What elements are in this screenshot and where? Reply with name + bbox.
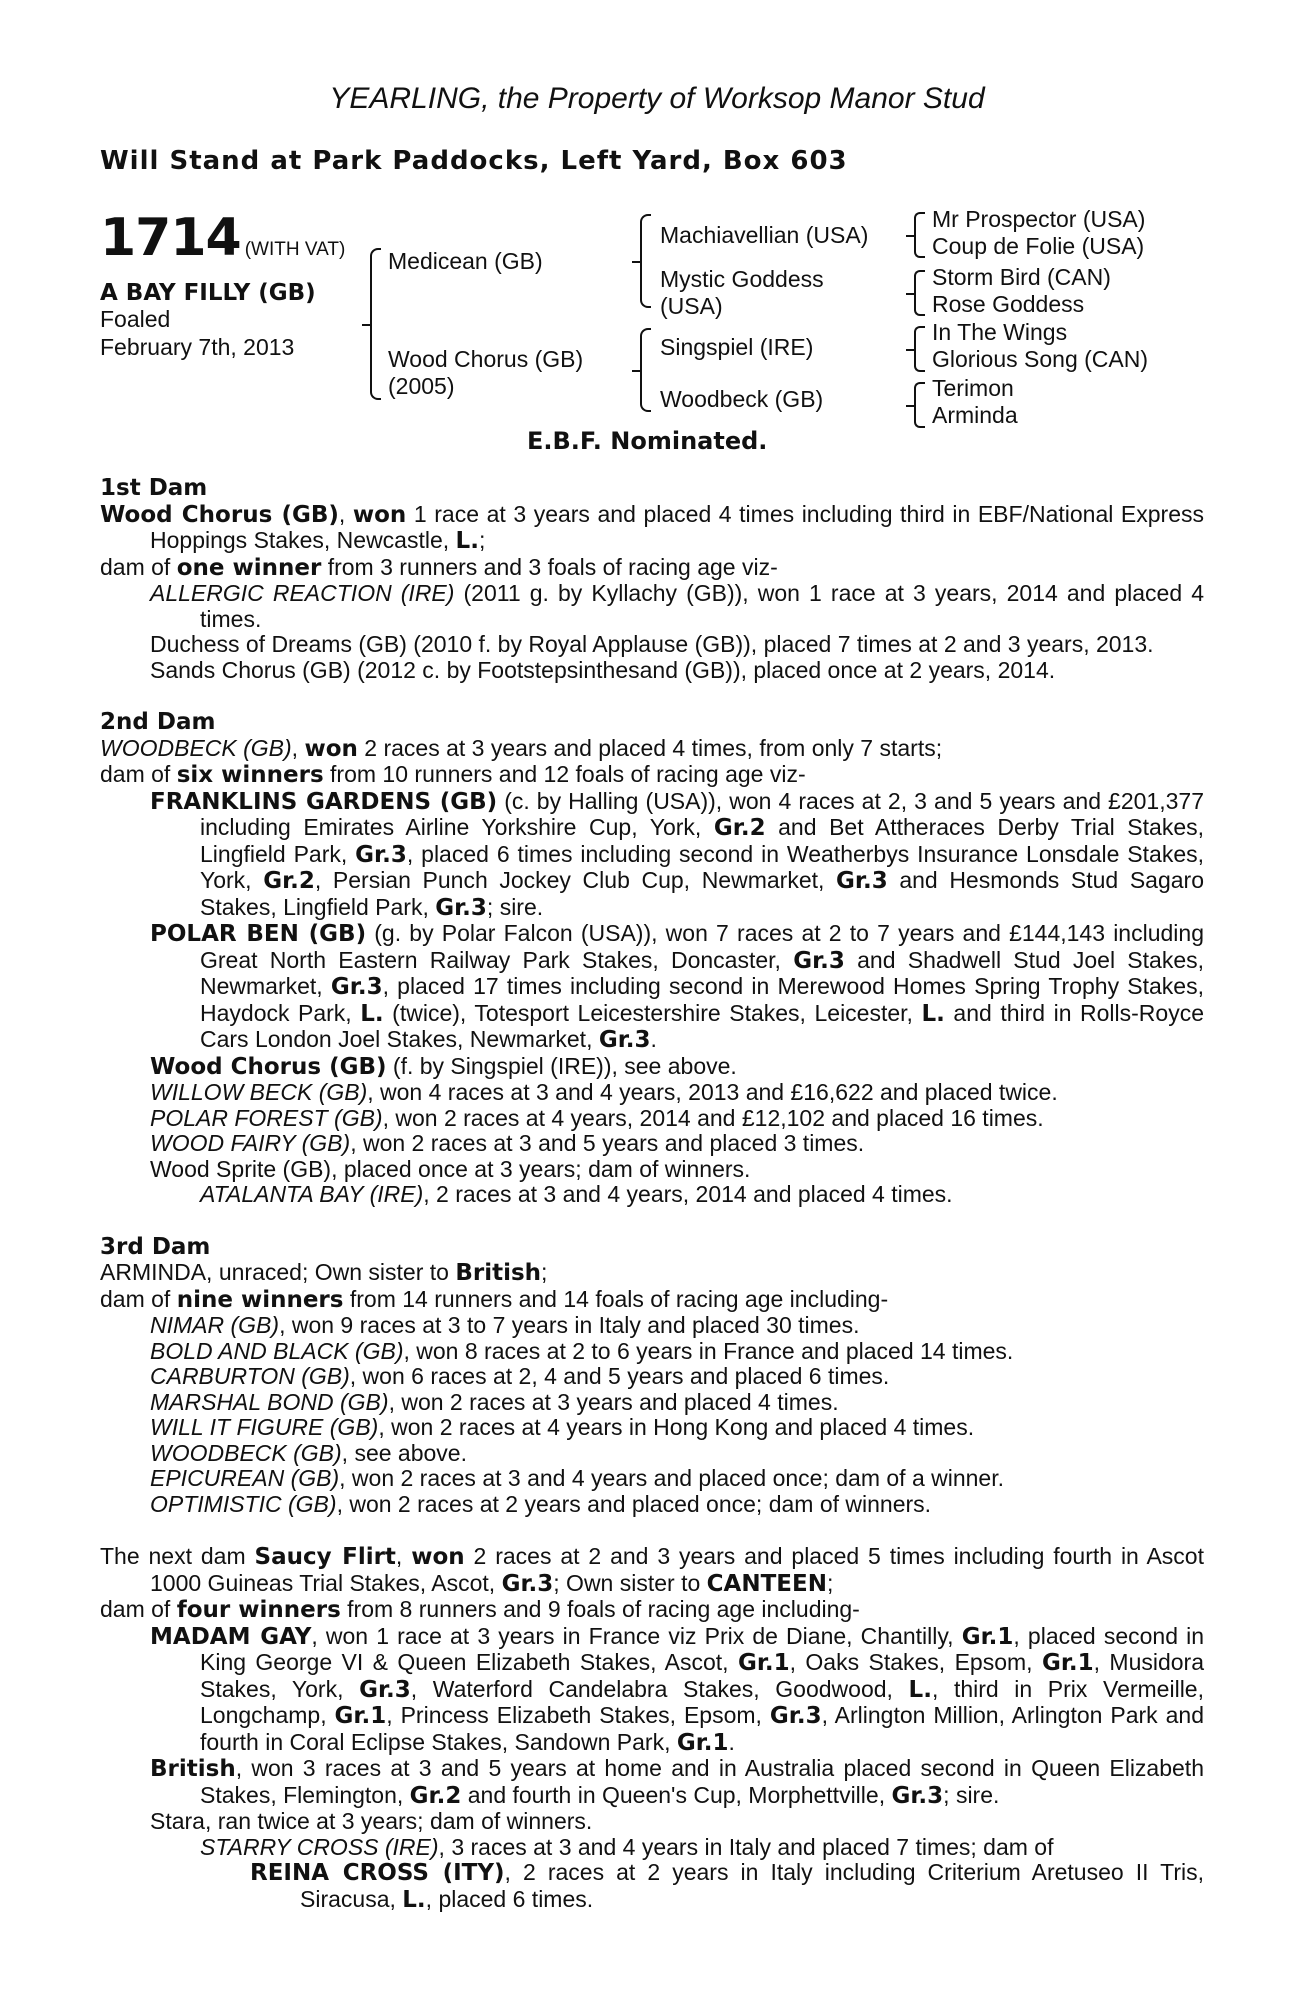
- next-dam-produce-madam-gay: [100, 1624, 1204, 1757]
- first-dam-produce-2: Duchess of Dreams (GB) (2010 f. by Royal Applause (GB)), placed 7 times at 2 and 3 years, 2013.: [150, 631, 1154, 657]
- pedigree-g2: Coup de Folie (USA): [932, 233, 1145, 259]
- second-dam-produce-polar-ben: [100, 921, 1204, 1054]
- lot-description: A BAY FILLY (GB): [100, 280, 316, 306]
- text-run: , placed 6 times including second in Weatherbys Insurance Lonsdale Stakes, York,: [200, 840, 1204, 893]
- foaled-date: February 7th, 2013: [100, 334, 295, 360]
- pedigree-brace-sire: [640, 214, 651, 308]
- text-run: , Oaks Stakes, Epsom,: [789, 1649, 1042, 1675]
- text-run: one winner: [176, 554, 322, 581]
- text-run: OPTIMISTIC (GB): [150, 1490, 337, 1517]
- text-run: L.: [908, 1676, 932, 1703]
- text-run: POLAR BEN (GB): [150, 921, 367, 947]
- pedigree-brace-main: [370, 248, 381, 400]
- text-run: NIMAR (GB): [150, 1312, 280, 1338]
- text-run: (2011 g. by Kyllachy (GB)), won 1 race at 3 years, 2014 and placed 4 times.: [200, 580, 1204, 632]
- next-dam-great-granddaughter-reina-cross: [100, 1860, 1204, 1913]
- second-dam-produce-willow-beck: [100, 1080, 1204, 1106]
- text-run: .: [728, 1728, 735, 1755]
- pedigree-g1: Mr Prospector (USA): [932, 206, 1146, 232]
- text-run: , Arlington Million, Arlington Park and fourth in Coral Eclipse Stakes, Sandown Park,: [200, 1702, 1204, 1755]
- first-dam-produce-summary: [100, 555, 1204, 582]
- text-run: ; sire.: [943, 1781, 1000, 1808]
- pedigree-g5: In The Wings: [932, 319, 1068, 345]
- text-run: dam of: [100, 553, 177, 580]
- text-run: , won 2 races at 3 and 4 years and placed once; dam of a winner.: [339, 1465, 1004, 1491]
- text-run: ; sire.: [486, 893, 544, 920]
- third-dam-produce-5: [100, 1415, 1204, 1441]
- text-run: , won 2 races at 2 years and placed once; dam of winners.: [336, 1490, 932, 1517]
- third-dam-produce-1: [100, 1313, 1204, 1339]
- text-run: ,: [291, 734, 305, 761]
- text-run: and Shadwell Stud Joel Stakes, Newmarket,: [200, 946, 1204, 999]
- text-run: Gr.1: [737, 1650, 790, 1676]
- text-run: , won 9 races at 3 to 7 years in Italy and placed 30 times.: [279, 1312, 860, 1338]
- text-run: and third in Rolls-Royce Cars London Joel Stakes, Newmarket,: [200, 999, 1204, 1052]
- text-run: British: [455, 1260, 542, 1286]
- second-dam-produce-polar-forest: [100, 1106, 1204, 1132]
- text-run: Gr.3: [769, 1703, 822, 1729]
- text-run: ,: [395, 1543, 412, 1569]
- spacer: [100, 1208, 1204, 1235]
- text-run: STARRY CROSS (IRE): [200, 1833, 439, 1860]
- text-run: ARMINDA, unraced; Own sister to: [100, 1259, 456, 1285]
- text-run: , won 1 race at 3 years in France viz Prix de Diane, Chantilly,: [311, 1622, 962, 1649]
- pedigree-dam: Wood Chorus (GB): [388, 346, 584, 372]
- pedigree-g6: Glorious Song (CAN): [932, 346, 1149, 372]
- first-dam-record: [100, 502, 1204, 555]
- text-run: FRANKLINS GARDENS (GB): [150, 788, 498, 815]
- text-run: L.: [402, 1886, 426, 1913]
- pedigree-brace-dam: [640, 328, 651, 412]
- third-dam-produce-8: [100, 1492, 1204, 1518]
- text-run: Gr.1: [1041, 1650, 1094, 1676]
- text-run: , 2 races at 2 years in Italy including Criterium Aretuseo II Tris, Siracusa,: [300, 1859, 1204, 1912]
- text-run: Gr.3: [435, 894, 487, 921]
- text-run: British: [150, 1756, 236, 1782]
- lot-number-line: [100, 208, 345, 268]
- second-dam-produce-wood-sprite: Wood Sprite (GB), placed once at 3 years; dam of winners.: [150, 1155, 751, 1182]
- text-run: from 8 runners and 9 foals of racing age including-: [340, 1596, 860, 1622]
- second-dam-produce-wood-fairy: [100, 1131, 1204, 1157]
- text-run: Wood Chorus (GB): [150, 1053, 387, 1080]
- text-run: , won 2 races at 4 years, 2014 and £12,102 and placed 16 times.: [382, 1104, 1044, 1131]
- first-dam-heading: 1st Dam: [100, 475, 208, 501]
- text-run: BOLD AND BLACK (GB): [150, 1337, 404, 1364]
- text-run: won: [304, 735, 358, 762]
- lot-number: 1714: [100, 208, 241, 268]
- text-run: (twice), Totesport Leicestershire Stakes, Leicester,: [383, 999, 922, 1026]
- text-run: Gr.2: [713, 815, 766, 841]
- text-run: and Bet Attheraces Derby Trial Stakes, Lingfield Park,: [200, 814, 1205, 867]
- text-run: REINA CROSS (ITY): [250, 1860, 505, 1886]
- text-run: ;: [541, 1259, 548, 1285]
- next-dam-record: [100, 1544, 1204, 1597]
- text-run: , see above.: [341, 1439, 467, 1466]
- text-run: (f. by Singspiel (IRE)), see above.: [386, 1052, 737, 1079]
- spacer: [100, 683, 1204, 710]
- text-run: dam of: [100, 1285, 177, 1312]
- text-run: (g. by Polar Falcon (USA)), won 7 races at 2 to 7 years and £144,143 including Great North Eastern Railway Park Stakes, Doncaster,: [200, 920, 1204, 973]
- stand-location: Will Stand at Park Paddocks, Left Yard, Box 603: [100, 146, 848, 176]
- second-dam-granddaughter-atalanta-bay: [100, 1182, 1204, 1208]
- text-run: CARBURTON (GB): [150, 1363, 350, 1389]
- text-run: L.: [360, 1000, 384, 1027]
- text-run: , placed 6 times.: [425, 1885, 594, 1912]
- text-run: dam of: [100, 761, 177, 787]
- text-run: .: [650, 1026, 657, 1052]
- third-dam-heading: 3rd Dam: [100, 1233, 211, 1260]
- text-run: Gr.3: [891, 1782, 944, 1809]
- third-dam-produce-3: [100, 1364, 1204, 1390]
- text-run: MADAM GAY: [150, 1623, 312, 1650]
- text-run: , 3 races at 3 and 4 years in Italy and placed 7 times; dam of: [438, 1833, 1054, 1860]
- pedigree-sire-dam: Mystic Goddess: [660, 266, 824, 292]
- text-run: L.: [455, 528, 479, 554]
- text-run: The next dam: [100, 1543, 255, 1569]
- text-run: from 14 runners and 14 foals of racing age including-: [343, 1285, 889, 1312]
- text-run: Gr.1: [961, 1623, 1014, 1650]
- pedigree-brace-g4: [914, 382, 925, 428]
- text-run: Gr.3: [501, 1570, 554, 1597]
- text-run: Gr.3: [330, 974, 383, 1000]
- text-run: ,: [338, 500, 353, 527]
- text-run: , Princess Elizabeth Stakes, Epsom,: [386, 1702, 770, 1728]
- text-run: , won 6 races at 2, 4 and 5 years and placed 6 times.: [349, 1363, 890, 1389]
- second-dam-produce-summary: [100, 762, 1204, 789]
- pedigree-sire: Medicean (GB): [388, 248, 543, 274]
- text-run: from 10 runners and 12 foals of racing age viz-: [323, 761, 806, 787]
- text-run: WOODBECK (GB): [150, 1439, 342, 1466]
- text-run: Gr.1: [334, 1703, 387, 1729]
- pedigree-g4: Rose Goddess: [932, 291, 1085, 317]
- second-dam-heading: 2nd Dam: [100, 709, 216, 735]
- third-dam-produce-2: [100, 1339, 1204, 1365]
- pedigree-g3: Storm Bird (CAN): [932, 264, 1111, 290]
- next-dam-granddaughter-starry-cross: [100, 1835, 1204, 1861]
- text-run: , Musidora Stakes, York,: [200, 1649, 1205, 1702]
- third-dam-record: [100, 1260, 1204, 1287]
- pedigree-dam-year: (2005): [388, 373, 455, 399]
- text-run: won: [352, 501, 407, 528]
- text-run: Gr.3: [836, 868, 888, 894]
- text-run: and fourth in Queen's Cup, Morphettville,: [461, 1781, 892, 1808]
- text-run: Saucy Flirt: [254, 1544, 396, 1570]
- text-run: ATALANTA BAY (IRE): [200, 1181, 424, 1207]
- first-dam-produce-3: Sands Chorus (GB) (2012 c. by Footstepsinthesand (GB)), placed once at 2 years, 2014.: [150, 656, 1056, 683]
- text-run: four winners: [176, 1597, 341, 1623]
- text-run: Gr.1: [676, 1729, 729, 1756]
- text-run: dam of: [100, 1596, 177, 1622]
- pedigree-notes: [100, 476, 1204, 1913]
- text-run: , Waterford Candelabra Stakes, Goodwood,: [410, 1675, 909, 1702]
- text-run: , won 2 races at 3 years and placed 4 times.: [388, 1388, 839, 1415]
- third-dam-produce-6: [100, 1441, 1204, 1467]
- text-run: (c. by Halling (USA)), won 4 races at 2, 3 and 5 years and £201,377 including Emirates Airline Yorkshire Cup, York,: [200, 787, 1204, 840]
- text-run: Gr.3: [598, 1027, 651, 1053]
- text-run: WOOD FAIRY (GB): [150, 1130, 351, 1156]
- pedigree-dam-sire: Singspiel (IRE): [660, 334, 814, 360]
- text-run: from 3 runners and 3 foals of racing age viz-: [321, 553, 778, 580]
- spacer: [100, 1517, 1204, 1544]
- pedigree-sire-dam-country: (USA): [660, 293, 723, 319]
- pedigree-brace-g3: [914, 326, 925, 372]
- next-dam-produce-british: [100, 1756, 1204, 1809]
- text-run: WILLOW BECK (GB): [150, 1079, 368, 1105]
- ebf-nominated: E.B.F. Nominated.: [527, 427, 768, 455]
- foaled-label: Foaled: [100, 306, 171, 332]
- text-run: 1 race at 3 years and placed 4 times including third in EBF/National Express Hoppings Stakes, Newcastle,: [150, 500, 1205, 553]
- text-run: Gr.2: [263, 868, 315, 894]
- pedigree-brace-g2: [914, 270, 925, 316]
- text-run: , Persian Punch Jockey Club Cup, Newmarket,: [314, 867, 837, 893]
- text-run: 2 races at 3 years and placed 4 times, from only 7 starts;: [357, 734, 943, 761]
- text-run: and Hesmonds Stud Sagaro Stakes, Lingfield Park,: [200, 867, 1204, 920]
- text-run: ;: [478, 527, 486, 553]
- third-dam-produce-7: [100, 1466, 1204, 1492]
- page-title: YEARLING, the Property of Worksop Manor Stud: [329, 82, 985, 115]
- second-dam-record: [100, 736, 1204, 763]
- next-dam-produce-summary: [100, 1597, 1204, 1624]
- third-dam-produce-4: [100, 1390, 1204, 1416]
- second-dam-name: WOODBECK (GB): [100, 734, 292, 761]
- text-run: , won 8 races at 2 to 6 years in France and placed 14 times.: [403, 1337, 1014, 1364]
- text-run: , placed second in King George VI & Queen Elizabeth Stakes, Ascot,: [200, 1622, 1205, 1675]
- text-run: EPICUREAN (GB): [150, 1465, 340, 1491]
- text-run: 2 races at 2 and 3 years and placed 5 times including fourth in Ascot 1000 Guineas Trial Stakes, Ascot,: [150, 1543, 1204, 1596]
- text-run: , won 2 races at 3 and 5 years and placed 3 times.: [350, 1130, 865, 1156]
- text-run: , won 2 races at 4 years in Hong Kong and placed 4 times.: [378, 1414, 975, 1440]
- text-run: POLAR FOREST (GB): [150, 1104, 383, 1131]
- text-run: ; Own sister to: [553, 1569, 707, 1596]
- first-dam-produce-1: [100, 581, 1204, 632]
- pedigree-g7: Terimon: [932, 375, 1014, 401]
- text-run: , won 3 races at 3 and 5 years at home and in Australia placed second in Queen Elizabeth Stakes, Flemington,: [200, 1755, 1204, 1808]
- second-dam-produce-wood-chorus: [100, 1054, 1204, 1081]
- next-dam-produce-stara: Stara, ran twice at 3 years; dam of winners.: [150, 1808, 593, 1834]
- text-run: ;: [826, 1569, 834, 1596]
- text-run: , placed 17 times including second in Merewood Homes Spring Trophy Stakes, Haydock Park,: [200, 973, 1204, 1026]
- text-run: CANTEEN: [706, 1570, 827, 1597]
- text-run: , 2 races at 3 and 4 years, 2014 and placed 4 times.: [423, 1181, 953, 1207]
- text-run: Gr.3: [355, 841, 407, 868]
- text-run: WILL IT FIGURE (GB): [150, 1414, 379, 1440]
- vat-note: (WITH VAT): [244, 239, 346, 260]
- text-run: Gr.2: [409, 1782, 462, 1809]
- text-run: MARSHAL BOND (GB): [150, 1388, 389, 1415]
- second-dam-produce-franklins-gardens: [100, 789, 1204, 922]
- text-run: , won 4 races at 3 and 4 years, 2013 and £16,622 and placed twice.: [367, 1079, 1058, 1105]
- pedigree-brace-g1: [914, 212, 925, 258]
- text-run: Gr.3: [793, 947, 845, 974]
- text-run: won: [411, 1544, 465, 1570]
- text-run: six winners: [176, 762, 324, 788]
- text-run: ALLERGIC REACTION (IRE): [150, 580, 455, 606]
- pedigree-g8: Arminda: [932, 402, 1018, 428]
- first-dam-name: Wood Chorus (GB): [100, 501, 339, 528]
- third-dam-produce-summary: [100, 1287, 1204, 1314]
- text-run: , third in Prix Vermeille, Longchamp,: [200, 1675, 1204, 1728]
- pedigree-sire-sire: Machiavellian (USA): [660, 222, 869, 248]
- text-run: nine winners: [176, 1286, 344, 1313]
- text-run: Gr.3: [359, 1676, 411, 1703]
- pedigree-dam-dam: Woodbeck (GB): [660, 386, 824, 412]
- text-run: L.: [921, 1000, 945, 1027]
